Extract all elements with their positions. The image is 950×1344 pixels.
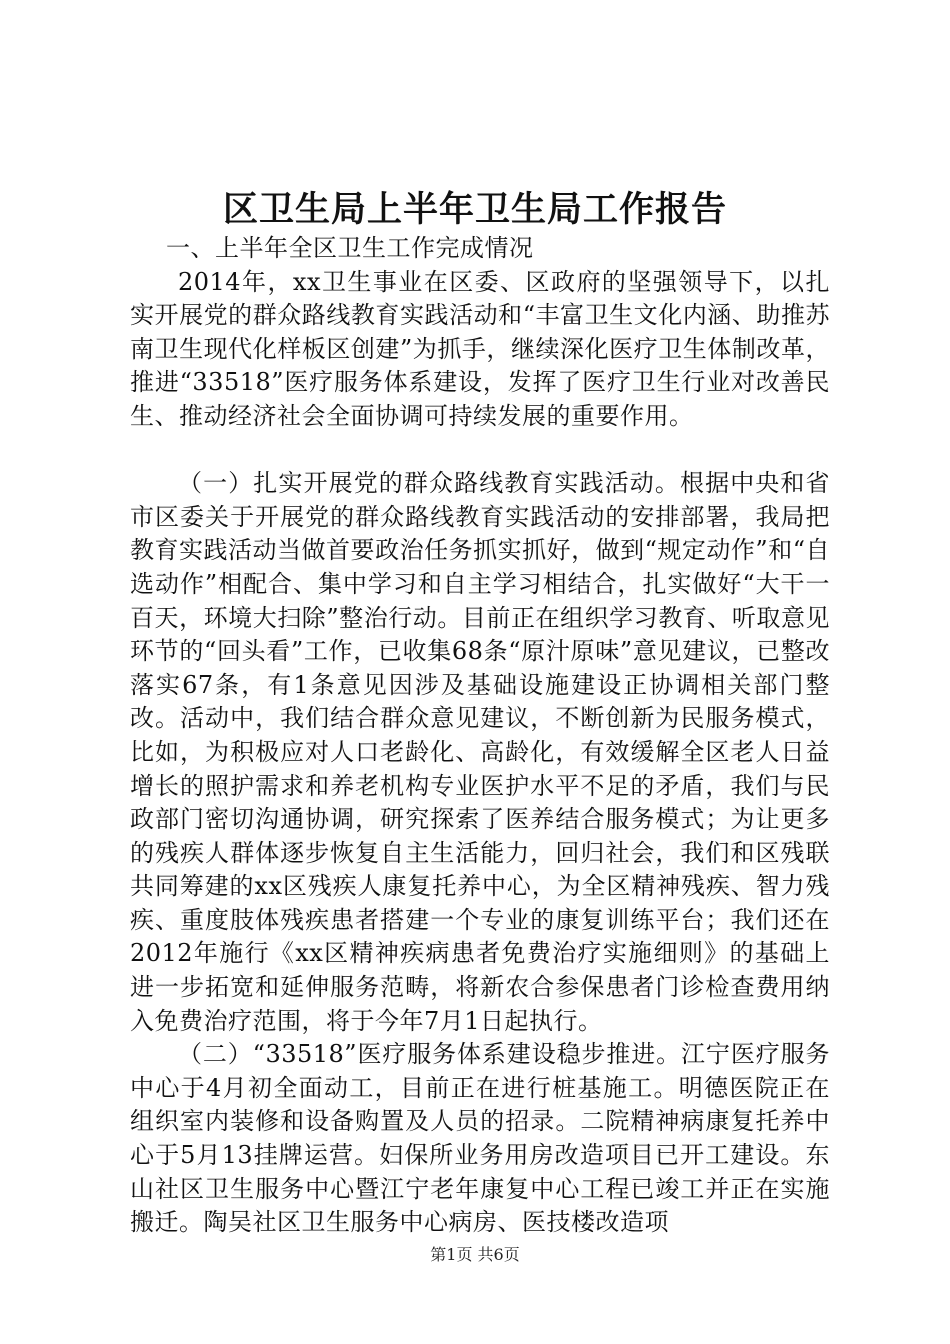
page-number-footer: 第1页 共6页: [430, 1245, 520, 1264]
document-body: [130, 232, 830, 1240]
paragraph-part-one: （一）扎实开展党的群众路线教育实践活动。根据中央和省市区委关于开展党的群众路线教育实践活动的安排部署，我局把教育实践活动当做首要政治任务抓实抓好，做到“规定动作”和“自选动作”相配合、集中学习和自主学习相结合，扎实做好“大干一百天，环境大扫除”整治行动。目前正在组织学习教育、听取意见环节的“回头看”工作，已收集68条“原汁原味”意见建议，已整改落实67条，有1条意见因涉及基础设施建设正协调相关部门整改。活动中，我们结合群众意见建议，不断创新为民服务模式，比如，为积极应对人口老龄化、高龄化，有效缓解全区老人日益增长的照护需求和养老机构专业医护水平不足的矛盾，我们与民政部门密切沟通协调，研究探索了医养结合服务模式；为让更多的残疾人群体逐步恢复自主生活能力，回归社会，我们和区残联共同筹建的xx区残疾人康复托养中心，为全区精神残疾、智力残疾、重度肢体残疾患者搭建一个专业的康复训练平台；我们还在2012年施行《xx区精神疾病患者免费治疗实施细则》的基础上进一步拓宽和延伸服务范畴，将新农合参保患者门诊检查费用纳入免费治疗范围，将于今年7月1日起执行。: [130, 469, 830, 1035]
paragraph-part-two: （二）“33518”医疗服务体系建设稳步推进。江宁医疗服务中心于4月初全面动工，目前正在进行桩基施工。明德医院正在组织室内装修和设备购置及人员的招录。二院精神病康复托养中心于5月13挂牌运营。妇保所业务用房改造项目已开工建设。东山社区卫生服务中心暨江宁老年康复中心工程已竣工并正在实施搬迁。陶吴社区卫生服务中心病房、医技楼改造项: [130, 1040, 830, 1237]
document-title: 区卫生局上半年卫生局工作报告: [222, 189, 727, 230]
paragraph-intro: 2014年，xx卫生事业在区委、区政府的坚强领导下，以扎实开展党的群众路线教育实践活动和“丰富卫生文化内涵、助推苏南卫生现代化样板区创建”为抓手，继续深化医疗卫生体制改革，推进“33518”医疗服务体系建设，发挥了医疗卫生行业对改善民生、推动经济社会全面协调可持续发展的重要作用。: [130, 267, 830, 430]
section-heading: 一、上半年全区卫生工作完成情况: [166, 234, 534, 262]
